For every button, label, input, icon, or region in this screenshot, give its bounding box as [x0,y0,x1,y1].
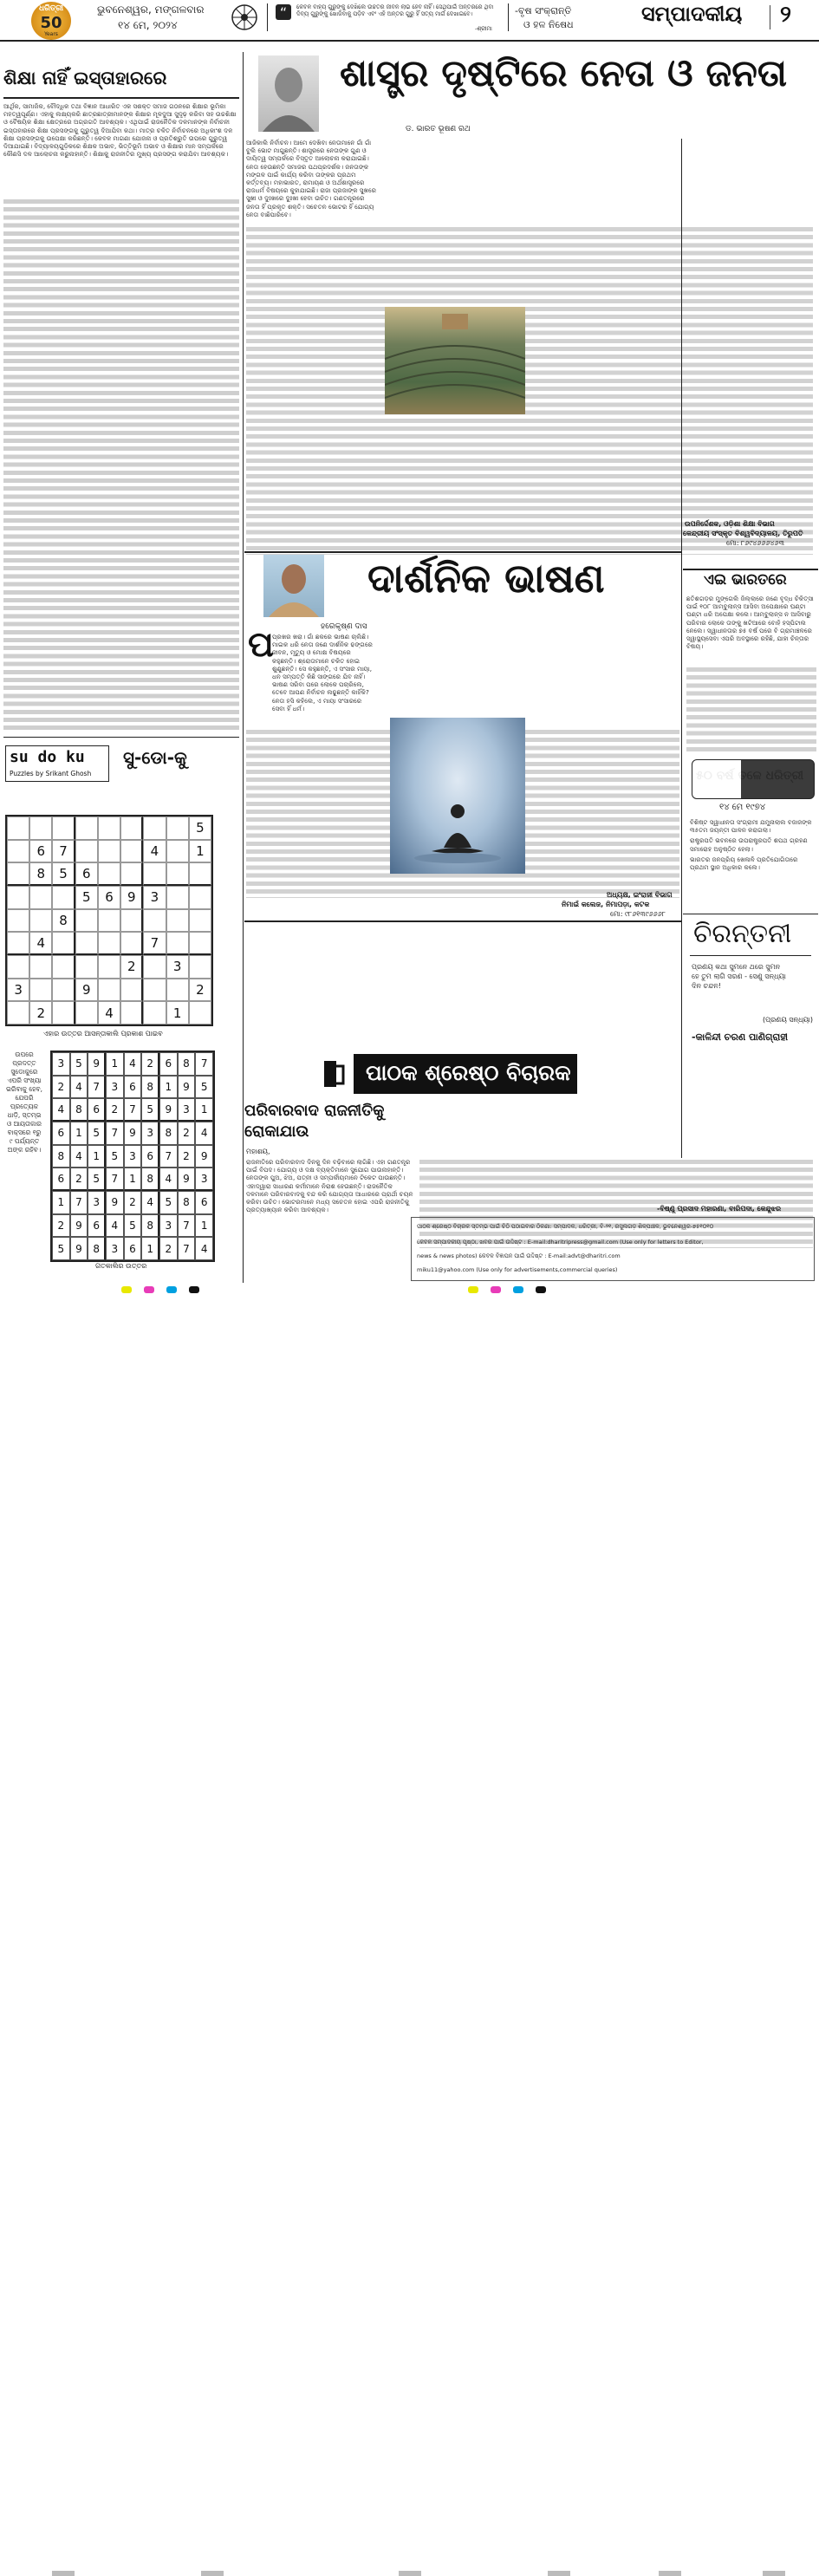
sudoku-answer-cell: 1 [195,1214,213,1238]
sudoku-cell [166,816,189,840]
sudoku-answer-cell: 2 [141,1052,159,1076]
sudoku-cell [98,840,120,863]
article2-dropcap: ପ [248,625,274,665]
sudoku-answer-cell: 1 [106,1052,124,1076]
sudoku-cell [75,932,98,955]
sudoku-answer-cell: 7 [124,1098,142,1122]
sudoku-answer-cell: 5 [52,1237,70,1260]
sudoku-answer-cell: 8 [178,1052,196,1076]
fifty-years-date: ୧୪ ମେ ୧୯୭୪ [719,803,766,812]
editorial-text: ଆର୍ଥିକ, ସାମାଜିକ, ବୌଦ୍ଧିକ ତଥା ବିଜ୍ଞାନ ଆଧାରିତ ଏକ ସଶକ୍ତ ସମାଜ ଗଠନରେ ଶିକ୍ଷାର ଭୂମିକା ମହତ୍ୱପୂର୍ଣ୍ଣ। ଏହାକୁ ଲକ୍ଷ୍ୟକରି ଛାତ୍ରଛାତ୍ରୀମାନଙ୍କ ଶିକ୍ଷାର ମୂଳଦୁଆ ସୁଦୃଢ଼ କରିବା ସହ ଉଚ୍ଚଶିକ୍ଷା ଓ ବୈଷୟିକ ଶିକ୍ଷା କ୍ଷେତ୍ରରେ ଅଗ୍ରଗତି ଆବଶ୍ୟକ। ଏଥିପାଇଁ ରାଜନୈତିକ ଦଳମାନଙ୍କ ନିର୍ବାଚନୀ ଇସ୍ତାହାରରେ ଶିକ୍ଷା ପ୍ରସଙ୍ଗକୁ ଗୁରୁତ୍ୱ ଦିଆଯିବା କଥା। ମାତ୍ର ଚଳିତ ନିର୍ବାଚନରେ ଅଧିକାଂଶ ଦଳ ଶିକ୍ଷା ପ୍ରସଙ୍ଗକୁ ଉପେକ୍ଷା କରିଛନ୍ତି। କେବଳ ମାଗଣା ଯୋଜନା ଓ ପ୍ରତିଶ୍ରୁତି ଉପରେ ଗୁରୁତ୍ୱ ଦିଆଯାଇଛି। ବିଦ୍ୟାଳୟଗୁଡ଼ିକରେ ଶିକ୍ଷକ ଅଭାବ, ଭିତ୍ତିଭୂମି ଅଭାବ ଓ ଶିକ୍ଷାର ମାନ ସମ୍ପର୍କରେ କୌଣସି ଦଳ ଆଲୋଚନା କରୁନାହାନ୍ତି। ଶିକ୍ଷାକୁ ରାଜନୀତିର ମୁଖ୍ୟ ପ୍ରସଙ୍ଗ କରାଯିବା ଆବଶ୍ୟକ। [3,102,237,159]
sudoku-cell [98,909,120,933]
sudoku-answer-cell: 6 [195,1191,213,1214]
cmyk-dot [513,1286,523,1293]
sudoku-cell: 6 [98,886,120,909]
sudoku-answer-cell: 5 [88,1122,106,1145]
sudoku-answer-cell: 4 [195,1122,213,1145]
sudoku-answer-cell: 4 [159,1168,178,1191]
sudoku-answer-cell: 5 [70,1052,88,1076]
sudoku-cell [166,979,189,1002]
parliament-photo [385,307,525,414]
sudoku-cell: 9 [120,886,143,909]
sudoku-answer-cell: 1 [88,1145,106,1168]
article1-headline: ଶାସ୍ତ୍ର ଦୃଷ୍ଟିରେ ନେତା ଓ ଜନତା [340,52,788,95]
quote-mark-icon: “ [276,4,291,20]
contact-advt-email: news & news photos) କେବଳ ବିଜ୍ଞାପନ ପାଇଁ ଉଦ୍ଦିଷ୍ଟ : E-mail:advt@dharitri.com [417,1252,621,1259]
sudoku-cell [7,862,29,886]
fifty-years-items [690,818,816,871]
sudoku-answer-cell: 4 [195,1237,213,1260]
sudoku-cell [166,909,189,933]
sudoku-answer-cell: 4 [106,1214,124,1238]
article2-author-institution: ନିମାଇଁ କଲେଜ, ନିମାପଡ଼ା, କଟକ [562,901,650,908]
sudoku-answer-cell: 3 [52,1052,70,1076]
sudoku-solution-note: ଏହାର ଉତ୍ତର ଆସନ୍ତାକାଲି ପ୍ରକାଶ ପାଇବ [43,1030,163,1038]
author-photo-das [263,555,324,617]
sudoku-cell [7,816,29,840]
sudoku-answer-cell: 6 [124,1237,142,1260]
sudoku-cell [166,886,189,909]
sudoku-cell [29,816,52,840]
sudoku-answer-cell: 8 [88,1237,106,1260]
sudoku-answer-cell: 9 [70,1214,88,1238]
sudoku-answer-cell: 3 [141,1122,159,1145]
sudoku-cell [120,816,143,840]
sudoku-brand-author: Puzzles by Srikant Ghosh [10,770,92,777]
sudoku-cell [7,932,29,955]
sudoku-answer-cell: 7 [159,1145,178,1168]
sudoku-answer-cell: 8 [159,1122,178,1145]
sudoku-cell [7,886,29,909]
sudoku-cell [189,955,211,979]
sudoku-cell: 8 [52,909,75,933]
sudoku-cell [29,979,52,1002]
sudoku-answer-cell: 8 [141,1076,159,1099]
sudoku-cell [75,1001,98,1025]
sudoku-answer-cell: 2 [124,1191,142,1214]
contact-address: ପାଠକ ଶ୍ରେଷ୍ଠ ବିଚାରକ ସ୍ତମ୍ଭ ପାଇଁ ଚିଠି ପଠାଇବାର ଠିକଣା: ସମ୍ପାଦକ, ଧରିତ୍ରୀ, ବି-୨୧, ରସୁଲଗଡ଼ ଶିଳ୍ପାଞ୍ଚଳ, ଭୁବନେଶ୍ୱର-୭୫୧୦୧୦ [417,1223,714,1230]
sudoku-cell [52,955,75,979]
sudoku-cell [7,955,29,979]
eye-india-body [686,595,816,752]
sudoku-answer-cell: 1 [195,1098,213,1122]
cmyk-dot [491,1286,501,1293]
readers-banner-title: ପାଠକ ଶ୍ରେଷ୍ଠ ବିଚାରକ [366,1060,571,1085]
sudoku-answer-cell: 4 [141,1191,159,1214]
article1-author-institution: କେନ୍ଦ୍ରୀୟ ସଂସ୍କୃତ ବିଶ୍ୱବିଦ୍ୟାଳୟ, ତିରୁପତି [683,530,803,537]
logo-years: 50 [40,14,62,32]
sudoku-cell [189,932,211,955]
masthead-date: ୧୪ ମେ, ୨୦୨୪ [118,19,178,31]
eye-india-box [683,569,818,591]
sudoku-cell [52,979,75,1002]
sudoku-cell [189,862,211,886]
sudoku-answer-cell: 1 [52,1191,70,1214]
sudoku-answer-cell: 4 [70,1076,88,1099]
sudoku-cell [75,909,98,933]
sudoku-cell [120,840,143,863]
fifty-years-item-1: ବିଶିଷ୍ଟ ସ୍ୱାଧୀନତା ସଂଗ୍ରାମୀ ଯମୁନାଲାଲ ବଜାଜଙ୍କ ୩୫ତମ ଜୟନ୍ତୀ ପାଳନ କରାଗଲା। [690,818,812,835]
sudoku-answer-cell: 1 [159,1076,178,1099]
sudoku-answer-cell: 7 [88,1076,106,1099]
editorial-body [3,102,239,733]
sudoku-cell [29,909,52,933]
almanac-line-1: -ବୃଷ ସଂକ୍ରାନ୍ତି [515,5,572,16]
article1-text: ଆଜିକାଲି ନିର୍ବାଚନ। ଆମେ ଦେଖିବା ନେତାମାନେ ଗାଁ ଗାଁ ବୁଲି ଭୋଟ ମାଗୁଛନ୍ତି। ଶାସ୍ତ୍ରରେ ନେତାଙ୍କ ଗୁଣ ଓ ଦାୟିତ୍ୱ ସମ୍ପର୍କରେ ବିସ୍ତୃତ ଆଲୋଚନା କରାଯାଇଛି। ନେତା ହେଉଛନ୍ତି ସମାଜର ପଥପ୍ରଦର୍ଶକ। ଜନତାଙ୍କ ମଙ୍ଗଳ ପାଇଁ କାର୍ଯ୍ୟ କରିବା ତାଙ୍କର ପ୍ରଥମ କର୍ତ୍ତବ୍ୟ। ମହାଭାରତ, ରାମାୟଣ ଓ ଅର୍ଥଶାସ୍ତ୍ରରେ ରାଜଧର୍ମ ବିଷୟରେ କୁହାଯାଇଛି। ରାଜା ପ୍ରଜାଙ୍କ ସୁଖରେ ସୁଖୀ ଓ ଦୁଃଖରେ ଦୁଃଖୀ ହେବା ଉଚିତ। ଗଣତନ୍ତ୍ରରେ ଜନତା ହିଁ ପ୍ରକୃତ ଶକ୍ତି। ସଚେତନ ଭୋଟର ହିଁ ଯୋଗ୍ୟ ନେତା ବାଛିପାରିବେ। [246,139,377,218]
fifty-years-label: ୫୦ ବର୍ଷ ତଳେ ଧରିତ୍ରୀ [696,769,804,783]
sudoku-answer-cell: 1 [70,1122,88,1145]
sudoku-cell [98,979,120,1002]
fifty-years-item-3: ଭାରତର ଜନପ୍ରିୟ ଖେଳାଳି ପ୍ରତିଯୋଗିତାରେ ପ୍ରଥମ ସ୍ଥାନ ଅଧିକାର କଲେ। [690,855,798,872]
cmyk-dot [144,1286,154,1293]
sudoku-answer-cell: 6 [88,1098,106,1122]
sudoku-cell [189,1001,211,1025]
sudoku-instructions: ଉପରେ ପ୍ରଦତ୍ତ ସୁଡୋକୁରେ ଏପରି ସଂଖ୍ୟା ଭରିବାକୁ ହେବ, ଯେପରି ପ୍ରତ୍ୟେକ ଧାଡ଼ି, ସ୍ତମ୍ଭ ଓ ଆୟତାକାର ବାକ୍ସରେ ୧ରୁ ୯ ପର୍ଯ୍ୟନ୍ତ ଅଙ୍କ ରହିବ। [6,1051,42,1154]
sudoku-cell [143,979,166,1002]
contact-press-email: କେବଳ ସମ୍ପାଦକୀୟ ପୃଷ୍ଠା, ଖବର ପାଇଁ ଉଦ୍ଦିଷ୍ଟ : E-mail:dharitripress@gmail.com (Use only for letters to Editor, [417,1239,704,1246]
sudoku-answer-cell: 6 [52,1122,70,1145]
sudoku-answer-cell: 9 [178,1076,196,1099]
sudoku-answer-cell: 8 [70,1098,88,1122]
sudoku-cell: 5 [75,886,98,909]
editorial-headline: ଶିକ୍ଷା ନାହିଁ ଇସ୍ତାହାରରେ [3,68,167,88]
sudoku-cell [166,840,189,863]
sudoku-answer-cell: 2 [178,1122,196,1145]
article2-byline: ହରେକୃଷ୍ଣ ଦାସ [321,622,367,631]
sudoku-cell: 5 [52,862,75,886]
sudoku-cell [98,932,120,955]
sudoku-cell [52,1001,75,1025]
letter-signoff: -ବିଷ୍ଣୁ ପ୍ରସାଦ ମହାରଣା, ବାରିପଦା, କେନ୍ଦୁଝର [657,1205,782,1213]
sudoku-answer-cell: 5 [195,1076,213,1099]
masthead-city-day: ଭୁବନେଶ୍ୱର, ମଙ୍ଗଳବାର [97,3,205,16]
sudoku-answer-cell: 7 [106,1122,124,1145]
sudoku-grid [5,815,213,1026]
sudoku-answer-cell: 5 [124,1214,142,1238]
sudoku-cell [143,955,166,979]
sudoku-answer-cell: 3 [88,1191,106,1214]
article1-filler [246,225,813,555]
sudoku-cell: 9 [75,979,98,1002]
sudoku-cell: 1 [189,840,211,863]
sudoku-cell [75,840,98,863]
sudoku-cell [189,909,211,933]
sudoku-answer-cell: 2 [178,1145,196,1168]
author-photo-rath [258,55,319,132]
sudoku-cell: 4 [29,932,52,955]
sudoku-answer-cell: 5 [88,1168,106,1191]
sudoku-answer-cell: 5 [159,1191,178,1214]
sudoku-answer-cell: 8 [141,1214,159,1238]
sudoku-cell: 6 [75,862,98,886]
sudoku-cell: 1 [166,1001,189,1025]
logo-name: ଧରିତ୍ରୀ [38,4,64,13]
sudoku-answer-cell: 5 [141,1098,159,1122]
sudoku-answer-cell: 3 [159,1214,178,1238]
sudoku-answer-cell: 3 [178,1098,196,1122]
sudoku-cell [29,886,52,909]
sudoku-brand-title: su do ku [10,748,85,766]
sudoku-answer-cell: 7 [178,1214,196,1238]
sudoku-cell [52,932,75,955]
sudoku-cell [120,862,143,886]
sudoku-cell [143,862,166,886]
cmyk-dot [536,1286,546,1293]
sudoku-answer-cell: 4 [124,1052,142,1076]
sudoku-cell [75,816,98,840]
sudoku-answer-cell: 5 [106,1145,124,1168]
sudoku-cell [7,1001,29,1025]
sudoku-cell: 7 [143,932,166,955]
sudoku-cell: 4 [98,1001,120,1025]
sudoku-answer-cell: 9 [195,1145,213,1168]
sudoku-cell: 2 [120,955,143,979]
article1-byline: ଡ. ଭାରତ ଭୂଷଣ ରଥ [406,125,471,133]
sudoku-answer-cell: 9 [88,1052,106,1076]
sudoku-answer-cell: 1 [141,1237,159,1260]
sudoku-answer-cell: 2 [52,1214,70,1238]
sudoku-answer-cell: 8 [52,1145,70,1168]
masthead-quote: କେବଳ ବାହ୍ୟ ଗୁରୁଙ୍କୁ ଦେଖିଲେ ଉଚ୍ଚତର ଜୀବନ ଲାଭ ହେବ ନାହିଁ। ସେଥିପାଇଁ ଅନ୍ତରରେ ଥିବା ଦିବ୍ୟ ଗୁରୁଙ୍କୁ ଖୋଜିବାକୁ ପଡ଼ିବ ଏବଂ ଏହି ଅନ୍ତର ଗୁରୁ ହିଁ ସତ୍ୟ ମାର୍ଗ ଦେଖାଇବେ। [296,3,494,17]
sudoku-answer-cell: 9 [106,1191,124,1214]
contact-commercial-email: miku11@yahoo.com (Use only for advertisements,commercial queries) [417,1266,618,1273]
pen-icon [319,1057,345,1090]
sudoku-answer-cell: 6 [88,1214,106,1238]
sudoku-answer-cell: 4 [70,1145,88,1168]
letter-text: ରାଜନୀତିରେ ପରିବାରବାଦ ଦିନକୁ ଦିନ ବଢ଼ିବାରେ ଲାଗିଛି। ଏହା ଗଣତନ୍ତ୍ର ପାଇଁ ବିପଦ। ଯୋଗ୍ୟ ଓ ଦକ୍ଷ ବ୍ୟକ୍ତିମାନେ ସୁଯୋଗ ପାଉନାହାନ୍ତି। ନେତାଙ୍କ ପୁଅ, ଝିଅ, ପତ୍ନୀ ଓ ସମ୍ପର୍କୀୟମାନେ ଟିକେଟ ପାଉଛନ୍ତି। ଏହାଦ୍ୱାରା ସାଧାରଣ କର୍ମୀମାନେ ନିରାଶ ହେଉଛନ୍ତି। ରାଜନୈତିକ ଦଳମାନେ ପରିବାରବାଦକୁ ବନ୍ଦ କରି ଯୋଗ୍ୟତା ଆଧାରରେ ପ୍ରାର୍ଥୀ ଚୟନ କରିବା ଉଚିତ। ଭୋଟରମାନେ ମଧ୍ୟ ସଚେତନ ହୋଇ ଏପରି ରାଜନୀତିକୁ ପ୍ରତ୍ୟାଖ୍ୟାନ କରିବା ଆବଶ୍ୟକ। [246,1158,413,1214]
readers-banner [319,1054,579,1094]
sudoku-cell [52,816,75,840]
sudoku-cell [52,886,75,909]
article1-author-phone: ମୋ: ୮୬୯୪୬୬୬୪୬୩ [726,539,784,547]
sudoku-answer-cell: 6 [52,1168,70,1191]
sudoku-answer-cell: 7 [70,1191,88,1214]
chirantani-source: (ପ୍ରଣୟ ସନ୍ଧ୍ୟା) [763,1016,814,1024]
sudoku-cell: 3 [166,955,189,979]
sudoku-answer-cell: 2 [159,1237,178,1260]
sudoku-answer-cell: 9 [70,1237,88,1260]
article2-headline: ଦାର୍ଶନିକ ଭାଷଣ [367,555,605,602]
cmyk-dot [189,1286,199,1293]
sudoku-title: ସୁ-ଡୋ-କୁ [123,747,187,768]
chirantani-poet: -କାଳିନ୍ଦୀ ଚରଣ ପାଣିଗ୍ରାହୀ [692,1031,789,1043]
sudoku-answer-cell: 9 [124,1122,142,1145]
sudoku-brand [5,745,109,782]
sudoku-answer-cell: 7 [178,1237,196,1260]
sudoku-answer-cell: 8 [178,1191,196,1214]
sudoku-cell [143,909,166,933]
sudoku-answer-cell: 7 [195,1052,213,1076]
sudoku-cell [7,840,29,863]
sudoku-cell [166,932,189,955]
sudoku-cell: 2 [189,979,211,1002]
fifty-years-item-2: ରାଷ୍ଟ୍ରପତି ଭବନରେ ଉପରାଷ୍ଟ୍ରପତି ଶପଥ ଗ୍ରହଣ ସମାରୋହ ଅନୁଷ୍ଠିତ ହେଲା। [690,836,808,853]
sudoku-answer-cell: 6 [141,1145,159,1168]
sudoku-cell: 2 [29,1001,52,1025]
sudoku-cell [7,909,29,933]
eye-india-text: ଛତିଶଗଡ଼ର ମୁଙ୍ଗେଲି ଜିଲ୍ଲାରେ ଜଣେ ବୃଦ୍ଧ ଚିକିତ୍ସା ପାଇଁ ୧୦୮ ଆମ୍ବୁଲାନ୍ସ ଆସିବା ଅପେକ୍ଷାରେ ଘଣ୍ଟା ଘଣ୍ଟା ଧରି ଅପେକ୍ଷା କଲେ। ଆମ୍ବୁଲାନ୍ସ ନ ଆସିବାରୁ ପରିବାର ଲୋକେ ତାଙ୍କୁ ଖଟିଆରେ ବୋହି ହସ୍ପିଟାଲ ନେଲେ। ସ୍ୱାଧୀନତାର ୭୫ ବର୍ଷ ପରେ ବି ଗ୍ରାମାଞ୍ଚଳରେ ସ୍ୱାସ୍ଥ୍ୟସେବା ଏପରି ଅବସ୍ଥାରେ ରହିଛି, ଯାହା ଚିନ୍ତାର ବିଷୟ। [686,595,814,651]
sudoku-cell [143,816,166,840]
sudoku-cell [75,955,98,979]
sudoku-answer-cell: 6 [124,1076,142,1099]
almanac-line-2: ଓ ହଳ ନିଷେଧ [523,19,574,30]
letter-title: ପରିବାରବାଦ ରାଜନୀତିକୁ ରୋକାଯାଉ [244,1102,385,1141]
article2-author-phone: ମୋ: ୯୮୬୧୩୯୬୬୬୮ [610,910,666,918]
sudoku-answer-label: ଗତକାଲିର ଉତ୍ତର [95,1262,147,1270]
article2-text: ପ୍ରଖର ଖରା। ଗାଁ ଛକରେ ଭାଷଣ ଚାଲିଛି। ମାଇକ ଧରି ନେତା ଜଣେ ଦାର୍ଶନିକ ଢଙ୍ଗରେ ଜୀବନ, ମୃତ୍ୟୁ ଓ ମୋକ୍ଷ ବିଷୟରେ କହୁଛନ୍ତି। ଶ୍ରୋତାମାନେ ଚକିତ ହୋଇ ଶୁଣୁଛନ୍ତି। ସେ କହୁଛନ୍ତି, ଏ ସଂସାର ମାୟା, ଧନ ସମ୍ପତ୍ତି କିଛି ସାଙ୍ଗରେ ଯିବ ନାହିଁ। ଭାଷଣ ସରିବା ପରେ ଲୋକେ ପଚାରିଲେ, ତେବେ ଆପଣ ନିର୍ବାଚନ ଲଢୁଛନ୍ତି କାହିଁକି? ନେତା ହସି କହିଲେ, ଏ ମାୟା ସଂସାରରେ ସେବା ହିଁ ଧର୍ମ। [272,633,374,712]
sudoku-answer-cell: 3 [124,1145,142,1168]
sudoku-cell: 8 [29,862,52,886]
contact-box [411,1217,815,1281]
sudoku-answer-cell: 2 [70,1168,88,1191]
sudoku-cell: 3 [7,979,29,1002]
sudoku-answer-cell: 8 [141,1168,159,1191]
sudoku-answer-cell: 9 [178,1168,196,1191]
wheel-icon [231,3,258,31]
sudoku-cell: 6 [29,840,52,863]
cmyk-dot [121,1286,132,1293]
cmyk-dot [468,1286,478,1293]
sudoku-answer-cell: 1 [124,1168,142,1191]
fifty-years-badge [692,759,815,799]
editorial-filler [3,198,239,733]
sudoku-cell [189,886,211,909]
sudoku-answer-cell: 2 [52,1076,70,1099]
meditation-photo [390,718,525,874]
sudoku-cell [143,1001,166,1025]
masthead [0,0,819,35]
logo [31,2,71,40]
sudoku-answer-cell: 3 [106,1237,124,1260]
sudoku-cell [120,979,143,1002]
sudoku-answer-cell: 4 [52,1098,70,1122]
sudoku-cell [98,955,120,979]
sudoku-cell: 5 [189,816,211,840]
article2-author-designation: ଅଧ୍ୟକ୍ଷ, ଇଂରାଜୀ ବିଭାଗ [607,891,673,899]
sudoku-cell: 7 [52,840,75,863]
sudoku-cell: 3 [143,886,166,909]
article1-author-designation: ଉପନିର୍ଦ୍ଦେଶକ, ଓଡ଼ିଶା ଶିକ୍ଷା ବିଭାଗ [685,520,775,528]
cmyk-dot [166,1286,177,1293]
sudoku-answer-cell: 3 [195,1168,213,1191]
masthead-quote-author: -ଶ୍ରୀମା [475,25,492,32]
sudoku-cell [29,955,52,979]
logo-years-word: Years [44,31,58,37]
sudoku-answer-cell: 2 [106,1098,124,1122]
chirantani-title: ଚିରନ୍ତନୀ [693,919,792,949]
sudoku-answer-cell: 9 [159,1098,178,1122]
sudoku-cell [120,1001,143,1025]
sudoku-cell [166,862,189,886]
sudoku-cell [98,862,120,886]
page-number: ୨ [780,2,791,28]
chirantani-verse: ପ୍ରଣୟ କଥା ସୁମନେ ଥରେ ସୁମନ ହେ ତୁମ ଲାଗି ସରଣ - ସେଣୁ ସନ୍ଧ୍ୟା ଦିନ ଚନ୍ଦନ! [692,963,786,990]
sudoku-answer-cell: 3 [106,1076,124,1099]
sudoku-cell: 4 [143,840,166,863]
eye-india-title: ଏଇ ଭାରତରେ [704,571,787,589]
letter-salutation: ମହାଶୟ, [246,1148,270,1155]
sudoku-cell [98,816,120,840]
sudoku-cell [120,909,143,933]
sudoku-answer-cell: 7 [106,1168,124,1191]
sudoku-cell [120,932,143,955]
sudoku-answer-cell: 6 [159,1052,178,1076]
section-title: ସମ୍ପାଦକୀୟ [641,2,743,26]
article1-body [246,139,813,555]
sudoku-answer-grid [50,1051,215,1262]
